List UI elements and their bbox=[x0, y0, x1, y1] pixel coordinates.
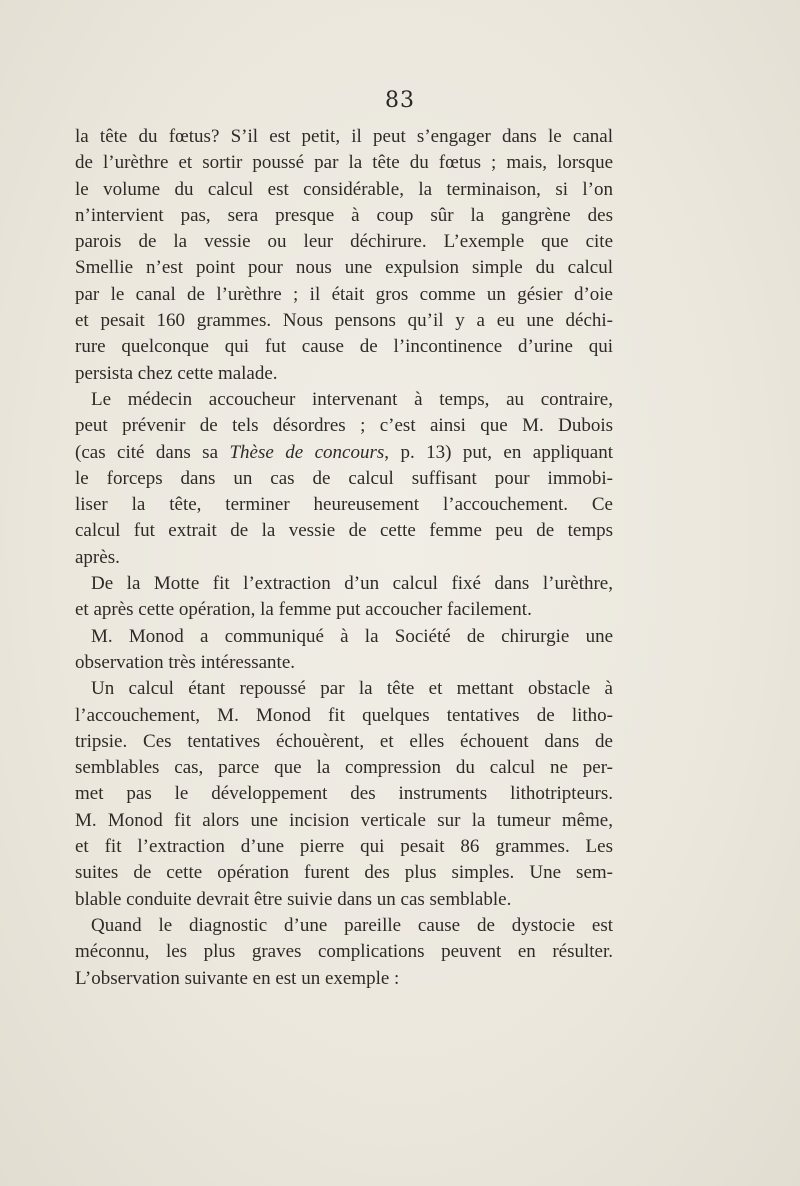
text-line: observation très intéressante. bbox=[75, 651, 296, 673]
paragraph-4 bbox=[75, 624, 613, 677]
text-fragment: (cas cité dans sa bbox=[75, 441, 230, 463]
text-line: Un calcul étant repoussé par la tête et mettant obstacle à bbox=[91, 678, 613, 700]
text-line: le forceps dans un cas de calcul suffisant pour immobi- bbox=[75, 467, 613, 489]
paragraph-1 bbox=[75, 124, 613, 387]
text-line: persista chez cette malade. bbox=[75, 362, 278, 384]
text-line: suites de cette opération furent des plus simples. Une sem- bbox=[75, 862, 613, 884]
paragraph-2 bbox=[75, 387, 613, 571]
text-line: met pas le développement des instruments lithotripteurs. bbox=[75, 783, 613, 805]
text-line: par le canal de l’urèthre ; il était gros comme un gésier d’oie bbox=[75, 283, 613, 305]
text-line: tripsie. Ces tentatives échouèrent, et elles échouent dans de bbox=[75, 730, 613, 752]
text-line: l’accouchement, M. Monod fit quelques tentatives de litho- bbox=[75, 704, 613, 726]
text-line: Le médecin accoucheur intervenant à temps, au contraire, bbox=[91, 388, 613, 410]
text-line: De la Motte fit l’extraction d’un calcul fixé dans l’urèthre, bbox=[91, 573, 613, 595]
text-line: et après cette opération, la femme put accoucher facilement. bbox=[75, 599, 532, 621]
text-line: de l’urèthre et sortir poussé par la tête du fœtus ; mais, lorsque bbox=[75, 152, 613, 174]
text-line: et pesait 160 grammes. Nous pensons qu’il y a eu une déchi- bbox=[75, 310, 613, 332]
text-line: méconnu, les plus graves complications peuvent en résulter. bbox=[75, 941, 613, 963]
text-line: M. Monod fit alors une incision verticale sur la tumeur même, bbox=[75, 809, 613, 831]
text-line: semblables cas, parce que la compression du calcul ne per- bbox=[75, 757, 613, 779]
text-line: le volume du calcul est considérable, la terminaison, si l’on bbox=[75, 178, 613, 200]
text-line bbox=[75, 440, 613, 466]
page-number: 83 bbox=[385, 88, 415, 113]
text-line: liser la tête, terminer heureusement l’accouchement. Ce bbox=[75, 494, 613, 516]
paragraph-5 bbox=[75, 676, 613, 913]
paragraph-3 bbox=[75, 571, 613, 624]
text-line: L’observation suivante en est un exemple : bbox=[75, 967, 400, 989]
text-line: M. Monod a communiqué à la Société de chirurgie une bbox=[91, 625, 613, 647]
italic-title: Thèse de concours bbox=[229, 441, 385, 463]
text-line: Smellie n’est point pour nous une expulsion simple du calcul bbox=[75, 257, 613, 279]
text-line: après. bbox=[75, 546, 120, 568]
text-line: rure quelconque qui fut cause de l’incontinence d’urine qui bbox=[75, 336, 613, 358]
paragraph-6 bbox=[75, 913, 613, 992]
text-line: n’intervient pas, sera presque à coup sûr la gangrène des bbox=[75, 204, 613, 226]
text-line: calcul fut extrait de la vessie de cette femme peu de temps bbox=[75, 520, 613, 542]
text-fragment: , p. 13) put, en appliquant bbox=[384, 441, 613, 463]
body-text bbox=[75, 124, 613, 992]
text-line: blable conduite devrait être suivie dans un cas semblable. bbox=[75, 888, 512, 910]
text-line: peut prévenir de tels désordres ; c’est ainsi que M. Dubois bbox=[75, 415, 613, 437]
text-line: la tête du fœtus? S’il est petit, il peut s’engager dans le canal bbox=[75, 126, 613, 147]
text-line: Quand le diagnostic d’une pareille cause de dystocie est bbox=[91, 914, 613, 936]
text-line: et fit l’extraction d’une pierre qui pesait 86 grammes. Les bbox=[75, 836, 613, 858]
text-line: parois de la vessie ou leur déchirure. L’exemple que cite bbox=[75, 231, 613, 253]
